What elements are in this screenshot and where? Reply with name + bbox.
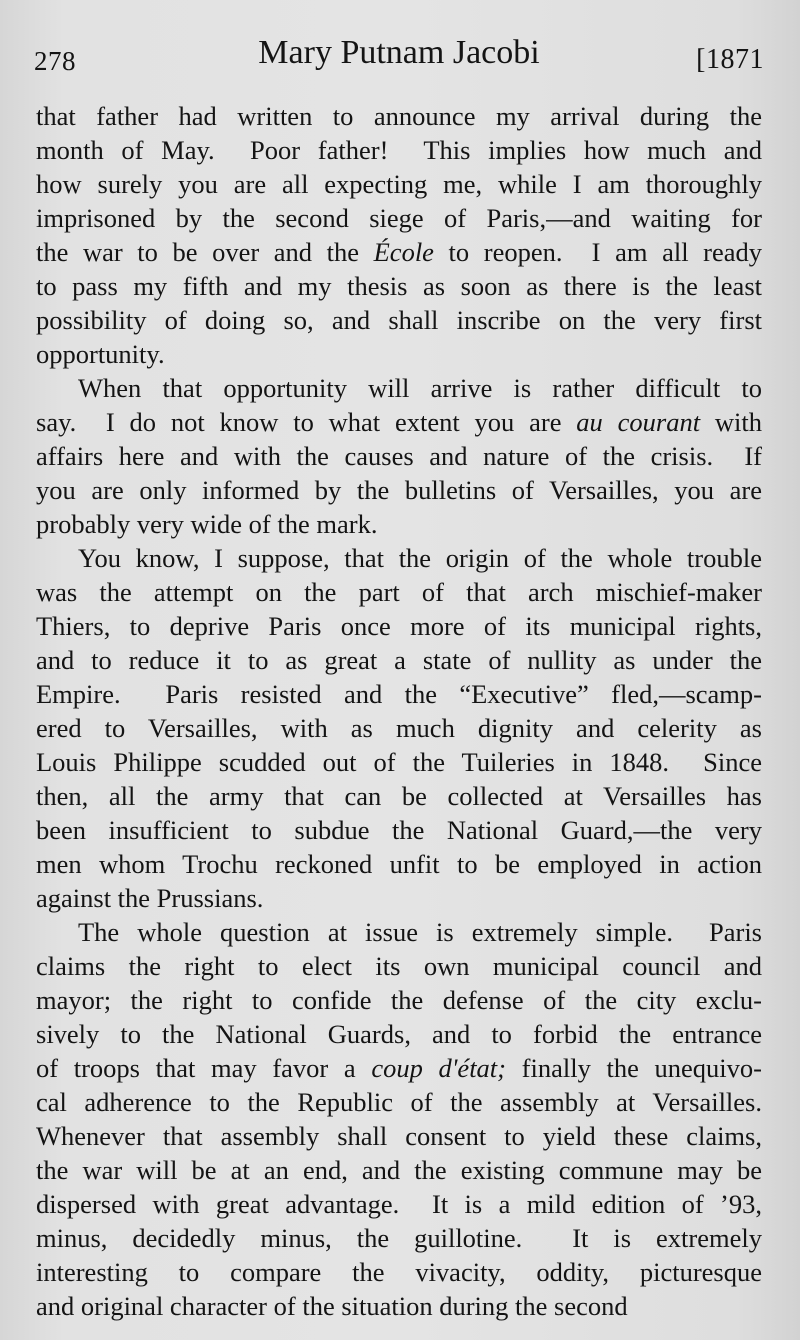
- text-run: against the Prussians.: [36, 883, 264, 913]
- text-line: [36, 405, 762, 439]
- text-line: [36, 1187, 762, 1221]
- text-line: [36, 575, 762, 609]
- text-line: [36, 643, 762, 677]
- text-run: imprisoned by the second siege of Paris,—and waiting for: [36, 203, 762, 233]
- text-line: [36, 303, 762, 337]
- page-number: 278: [34, 46, 76, 76]
- text-run: and to reduce it to as great a state of nullity as under the: [36, 645, 762, 675]
- paragraph: [36, 99, 762, 371]
- body-text: [36, 99, 762, 1323]
- text-line: [36, 983, 762, 1017]
- text-line: [36, 745, 762, 779]
- text-run: probably very wide of the mark.: [36, 509, 378, 539]
- text-run: Louis Philippe scudded out of the Tuileries in 1848. Since: [36, 747, 762, 777]
- text-line: [36, 881, 762, 915]
- text-line: [36, 541, 762, 575]
- text-line: [36, 1221, 762, 1255]
- text-line: [36, 439, 762, 473]
- text-line: [36, 1051, 762, 1085]
- text-run: to pass my fifth and my thesis as soon as there is the least: [36, 271, 762, 301]
- paragraph: [36, 915, 762, 1323]
- text-run: Empire. Paris resisted and the “Executive” fled,—scamp-: [36, 679, 762, 709]
- text-line: [36, 1153, 762, 1187]
- text-run: affairs here and with the causes and nature of the crisis. If: [36, 441, 762, 471]
- text-line: [36, 201, 762, 235]
- text-run: Whenever that assembly shall consent to yield these claims,: [36, 1121, 762, 1151]
- text-line: [36, 813, 762, 847]
- text-line: [36, 1255, 762, 1289]
- text-line: [36, 235, 762, 269]
- text-run: how surely you are all expecting me, while I am thoroughly: [36, 169, 762, 199]
- text-line: [36, 609, 762, 643]
- text-run: been insufficient to subdue the National Guard,—the very: [36, 815, 762, 845]
- text-line: [36, 99, 762, 133]
- text-run: The whole question at issue is extremely simple. Paris: [78, 917, 762, 947]
- text-run: You know, I suppose, that the origin of the whole trouble: [78, 543, 762, 573]
- text-run: of troops that may favor a: [36, 1053, 372, 1083]
- text-run: that father had written to announce my arrival during the: [36, 101, 762, 131]
- text-run: dispersed with great advantage. It is a mild edition of ’93,: [36, 1189, 762, 1219]
- text-line: [36, 779, 762, 813]
- text-line: [36, 167, 762, 201]
- text-line: [36, 1017, 762, 1051]
- text-run: cal adherence to the Republic of the assembly at Versailles.: [36, 1087, 762, 1117]
- text-run: possibility of doing so, and shall inscribe on the very first: [36, 305, 762, 335]
- text-run: then, all the army that can be collected at Versailles has: [36, 781, 762, 811]
- paragraph: [36, 371, 762, 541]
- text-run: say. I do not know to what extent you are: [36, 407, 577, 437]
- text-line: [36, 507, 762, 541]
- text-run: interesting to compare the vivacity, oddity, picturesque: [36, 1257, 762, 1287]
- text-line: [36, 1289, 762, 1323]
- text-run: with: [700, 407, 762, 437]
- text-line: [36, 915, 762, 949]
- text-run: finally the unequivo-: [506, 1053, 762, 1083]
- paragraph: [36, 541, 762, 915]
- text-run: the war will be at an end, and the existing commune may be: [36, 1155, 762, 1185]
- text-line: [36, 337, 762, 371]
- text-run: the war to be over and the: [36, 237, 374, 267]
- text-run: When that opportunity will arrive is rather difficult to: [78, 373, 762, 403]
- italic-run: École: [373, 237, 434, 267]
- text-line: [36, 371, 762, 405]
- text-line: [36, 133, 762, 167]
- text-line: [36, 677, 762, 711]
- text-line: [36, 711, 762, 745]
- text-line: [36, 847, 762, 881]
- text-run: was the attempt on the part of that arch mischief-maker: [36, 577, 762, 607]
- text-line: [36, 1085, 762, 1119]
- text-run: sively to the National Guards, and to forbid the entrance: [36, 1019, 762, 1049]
- text-run: mayor; the right to confide the defense of the city exclu-: [36, 985, 762, 1015]
- text-line: [36, 1119, 762, 1153]
- italic-run: au courant: [576, 407, 701, 437]
- running-header: [34, 34, 764, 84]
- text-run: and original character of the situation during the second: [36, 1291, 628, 1321]
- text-run: opportunity.: [36, 339, 165, 369]
- text-line: [36, 269, 762, 303]
- text-run: claims the right to elect its own municipal council and: [36, 951, 762, 981]
- text-run: to reopen. I am all ready: [433, 237, 762, 267]
- text-run: men whom Trochu reckoned unfit to be employed in action: [36, 849, 762, 879]
- text-line: [36, 949, 762, 983]
- text-run: ered to Versailles, with as much dignity and celerity as: [36, 713, 762, 743]
- year-marker: [1871: [696, 44, 764, 75]
- running-title: Mary Putnam Jacobi: [258, 34, 540, 71]
- text-run: month of May. Poor father! This implies how much and: [36, 135, 762, 165]
- text-run: Thiers, to deprive Paris once more of its municipal rights,: [36, 611, 762, 641]
- text-line: [36, 473, 762, 507]
- italic-run: coup d'état;: [371, 1053, 506, 1083]
- text-run: you are only informed by the bulletins of Versailles, you are: [36, 475, 762, 505]
- text-run: minus, decidedly minus, the guillotine. It is extremely: [36, 1223, 762, 1253]
